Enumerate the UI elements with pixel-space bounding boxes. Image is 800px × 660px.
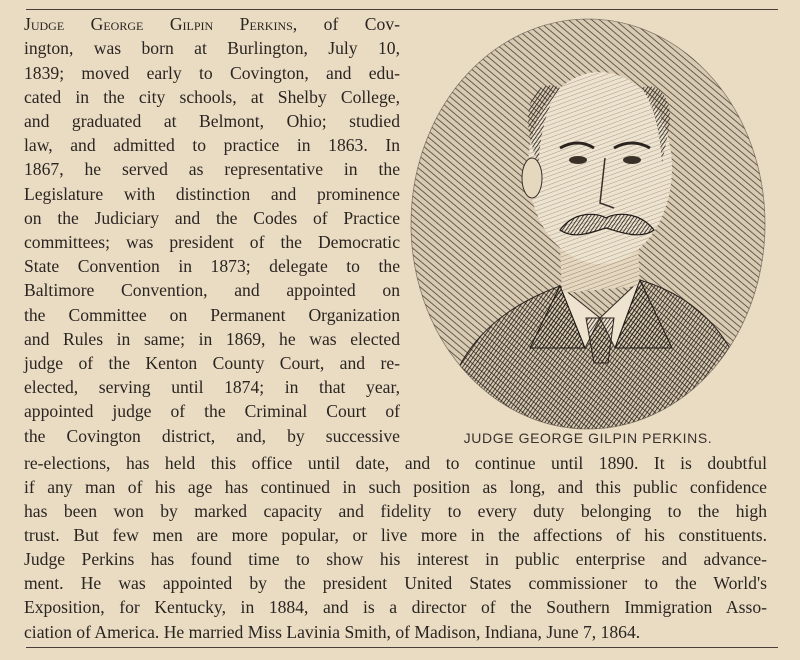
portrait-engraving [410,18,766,430]
top-rule [26,9,778,10]
text-line: and Rules in same; in 1869, he was elected [24,329,400,349]
text-line: 1839; moved early to Covington, and edu- [24,63,400,83]
text-line: cated in the city schools, at Shelby College, [24,87,400,107]
text-line: has been won by marked capacity and fidelity to every duty belonging to the high [24,501,767,521]
text-line: State Convention in 1873; delegate to the [24,256,400,276]
text-line: if any man of his age has continued in such position as long, and this public confidence [24,477,767,497]
text-line: the Covington district, and, by successive [24,426,400,446]
text-line: elected, serving until 1874; in that year, [24,377,400,397]
text-line: Exposition, for Kentucky, in 1884, and is a director of the Southern Immigration Asso- [24,597,767,617]
text-line: committees; was president of the Democratic [24,232,400,252]
text-line: ington, was born at Burlington, July 10, [24,38,400,58]
text-line: the Committee on Permanent Organization [24,305,400,325]
text-line: Legislature with distinction and prominence [24,184,400,204]
text-line: judge of the Kenton County Court, and re- [24,353,400,373]
text-line: ciation of America. He married Miss Lavinia Smith, of Madison, Indiana, June 7, 1864. [24,622,641,642]
text-line: re-elections, has held this office until date, and to continue until 1890. It is doubtful [24,453,767,473]
portrait-caption: JUDGE GEORGE GILPIN PERKINS. [463,430,713,446]
text-line: Judge George Gilpin Perkins, of Cov- [24,14,400,34]
text-line: on the Judiciary and the Codes of Practice [24,208,400,228]
text-line: and graduated at Belmont, Ohio; studied [24,111,400,131]
text-line: ment. He was appointed by the president United States commissioner to the World's [24,573,767,593]
text-line: 1867, he served as representative in the [24,159,400,179]
text-line: Judge Perkins has found time to show his interest in public enterprise and advance- [24,549,767,569]
text-line: law, and admitted to practice in 1863. In [24,135,400,155]
subject-name: Judge George Gilpin Perkins [24,14,293,34]
text-line: Baltimore Convention, and appointed on [24,280,400,300]
bottom-rule [26,647,778,648]
text-line: appointed judge of the Criminal Court of [24,401,400,421]
text-line: trust. But few men are more popular, or live more in the affections of his constituents. [24,525,767,545]
